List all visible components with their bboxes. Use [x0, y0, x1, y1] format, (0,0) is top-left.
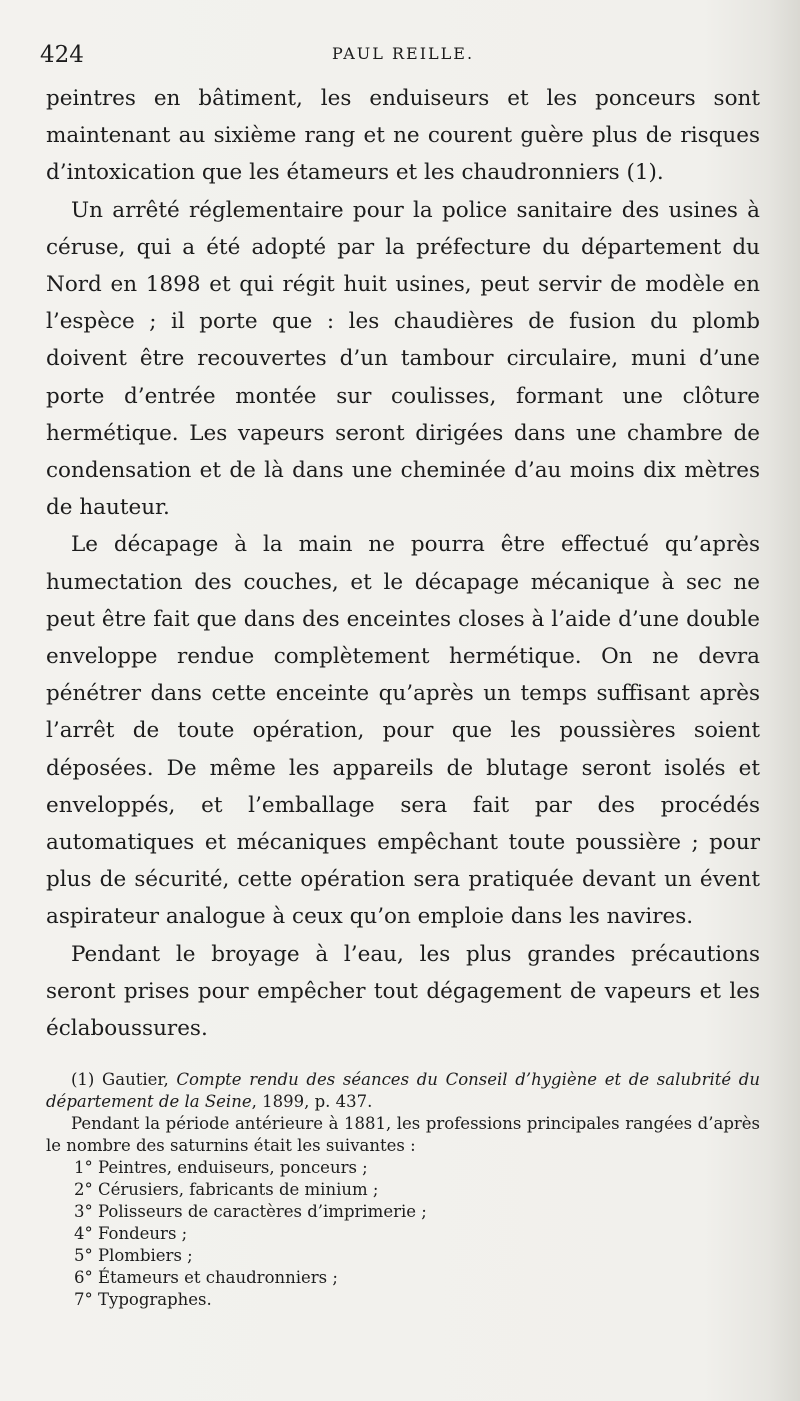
paragraph-1: peintres en bâtiment, les enduiseurs et les ponceurs sont maintenant au sixième rang et ne courent guère plus de risques d’intoxication que les étameurs et les chaudronniers (1). [46, 86, 760, 186]
footnote-intro: Pendant la période antérieure à 1881, les professions principales rangées d’après le nombre des saturnins était les suivantes : [46, 1114, 760, 1156]
page-header [40, 38, 760, 78]
footnote-title: Compte rendu des séances du Conseil d’hygiène et de salubrité du département de la Seine [46, 1070, 760, 1112]
running-head: PAUL REILLE. [331, 44, 475, 63]
list-item: 7° Typographes. [74, 1290, 212, 1310]
list-item: 1° Peintres, enduiseurs, ponceurs ; [74, 1158, 368, 1178]
list-item: 3° Polisseurs de caractères d’imprimerie ; [74, 1202, 427, 1222]
footnote-ref: , 1899, p. 437. [251, 1092, 373, 1112]
list-item: 4° Fondeurs ; [74, 1224, 188, 1244]
footnote-marker: (1) Gautier, [71, 1070, 177, 1090]
paragraph-4: Pendant le broyage à l’eau, les plus grandes précautions seront prises pour empêcher tout dégagement de vapeurs et les éclaboussures. [46, 941, 760, 1042]
list-item: 5° Plombiers ; [74, 1246, 193, 1266]
list-item: 2° Cérusiers, fabricants de minium ; [74, 1180, 379, 1200]
footnotes [46, 1069, 760, 1311]
main-text [46, 80, 760, 1047]
footnote-1 [46, 1069, 760, 1113]
list-item: 6° Étameurs et chaudronniers ; [74, 1268, 338, 1288]
paragraph-2: Un arrêté réglementaire pour la police sanitaire des usines à céruse, qui a été adopté par la préfecture du département du Nord en 1898 et qui régit huit usines, peut servir de modèle en l’espèce ; il porte que : les chaudières de fusion du plomb doivent être recouvertes d’un tambour circulaire, muni d’une porte d’entrée montée sur coulisses, formant une clôture hermétique. Les vapeurs seront dirigées dans une chambre de condensation et de là dans une cheminée d’au moins dix mètres de hauteur. [46, 197, 760, 521]
page-number: 424 [40, 42, 84, 68]
paragraph-3: Le décapage à la main ne pourra être effectué qu’après humectation des couches, et le décapage mécanique à sec ne peut être fait que dans des enceintes closes à l’aide d’une double enveloppe rendue complètement hermétique. On ne devra pénétrer dans cette enceinte qu’après un temps suffisant après l’arrêt de toute opération, pour que les poussières soient déposées. De même les appareils de blutage seront isolés et enveloppés, et l’emballage sera fait par des procédés automatiques et mécaniques empêchant toute poussière ; pour plus de sécurité, cette opération sera pratiquée devant un évent aspirateur analogue à ceux qu’on emploie dans les navires. [46, 532, 760, 930]
